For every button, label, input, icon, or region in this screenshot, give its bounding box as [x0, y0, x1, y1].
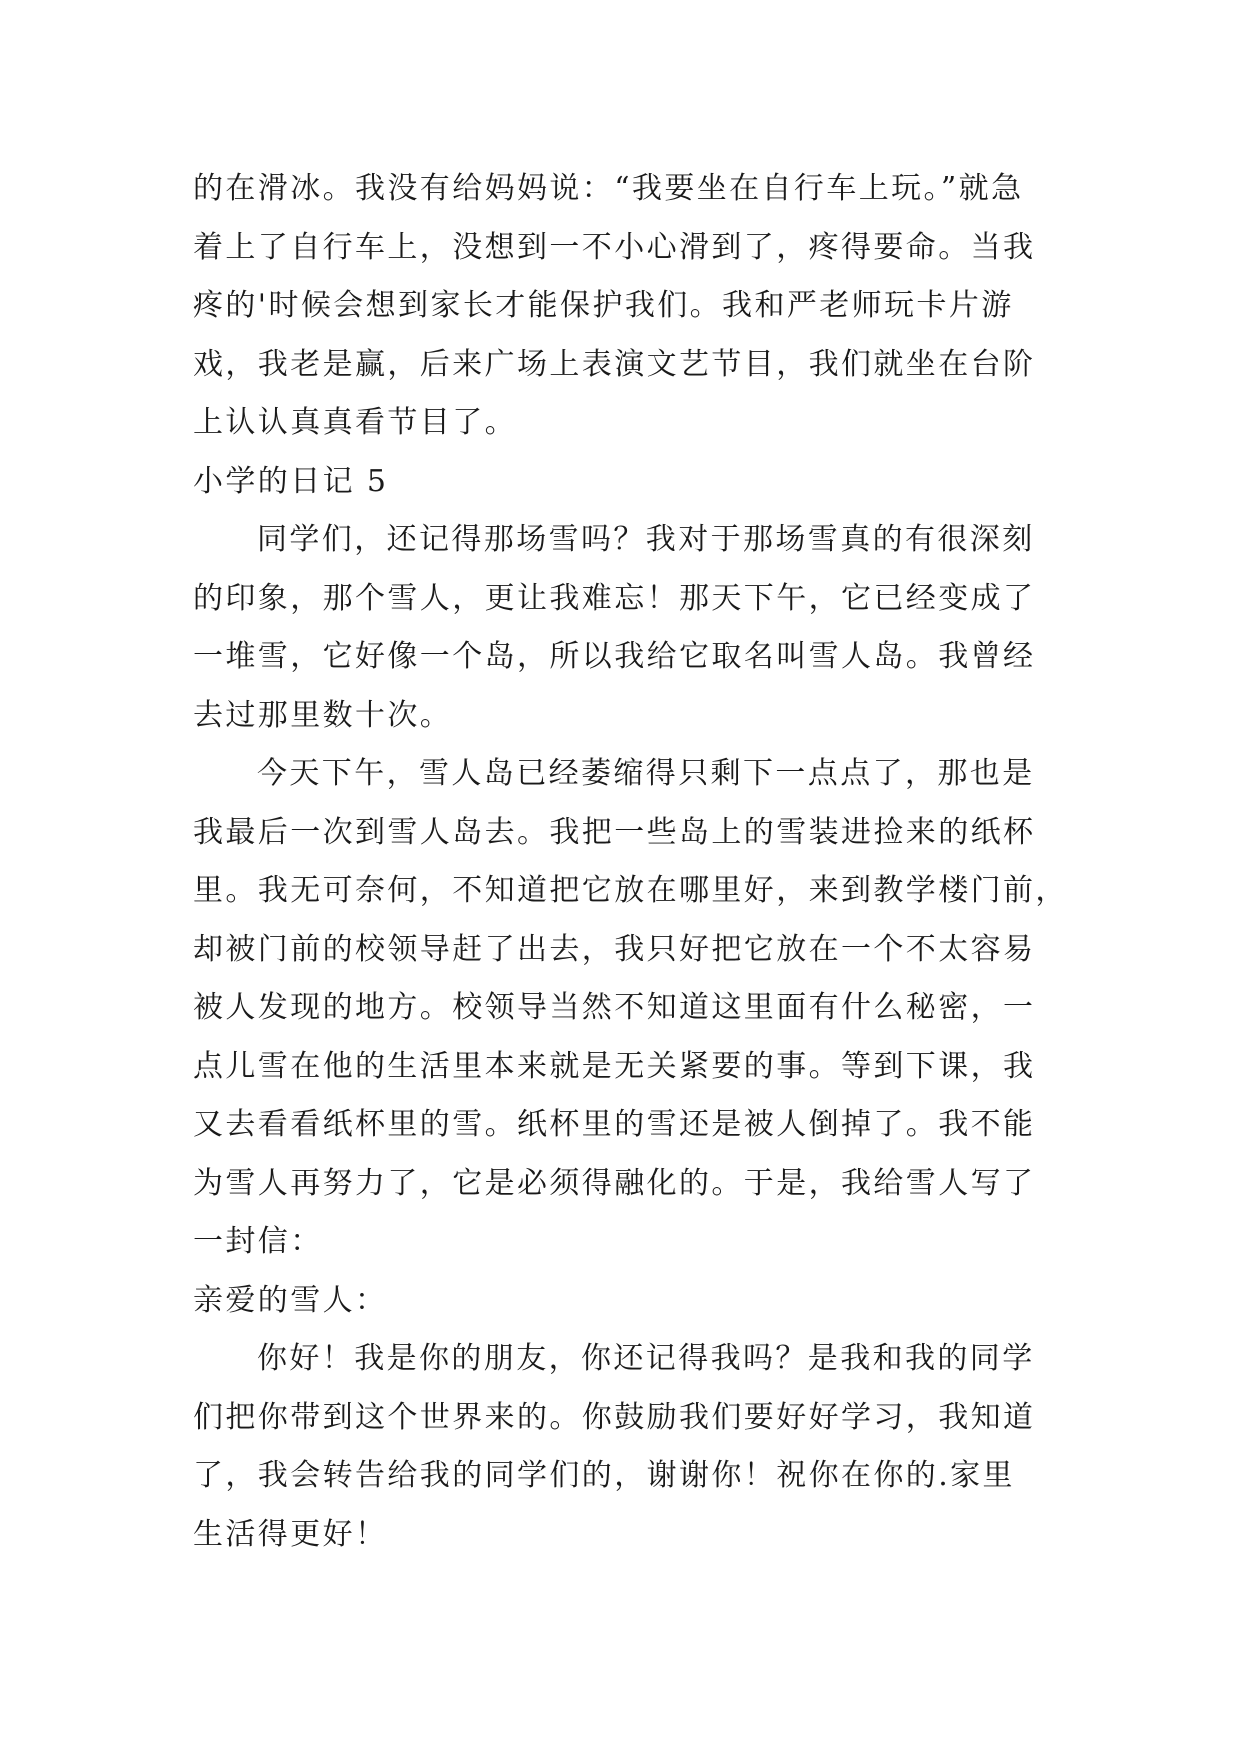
letter-salutation: 亲爱的雪人： — [193, 1282, 388, 1318]
text-line: 上认认真真看节目了。 — [193, 405, 517, 440]
paragraph-first-line: 你好！我是你的朋友，你还记得我吗？是我和我的同学 — [257, 1341, 1035, 1376]
text-line: 点儿雪在他的生活里本来就是无关紧要的事。等到下课，我 — [193, 1048, 1036, 1084]
text-line: 为雪人再努力了，它是必须得融化的。于是，我给雪人写了 — [193, 1165, 1036, 1201]
text-line: 里。我无可奈何，不知道把它放在哪里好，来到教学楼门前， — [193, 873, 1068, 908]
document-body — [193, 160, 1068, 1564]
text-line: 了，我会转告给我的同学们的，谢谢你！祝你在你的.家里 — [193, 1458, 1015, 1493]
text-line: 着上了自行车上，没想到一不小心滑到了，疼得要命。当我 — [193, 229, 1036, 265]
text-line: 的印象，那个雪人，更让我难忘！那天下午，它已经变成了 — [193, 580, 1036, 616]
text-line: 我最后一次到雪人岛去。我把一些岛上的雪装进捡来的纸杯 — [193, 814, 1036, 850]
text-line: 一封信： — [193, 1224, 323, 1259]
text-line: 生活得更好！ — [193, 1516, 388, 1552]
text-line: 的在滑冰。我没有给妈妈说：“我要坐在自行车上玩。”就急 — [193, 171, 1024, 206]
paragraph-first-line: 同学们，还记得那场雪吗？我对于那场雪真的有很深刻 — [257, 522, 1035, 557]
text-line: 们把你带到这个世界来的。你鼓励我们要好好学习，我知道 — [193, 1399, 1036, 1435]
section-heading: 小学的日记 5 — [193, 463, 389, 499]
text-line: 疼的'时候会想到家长才能保护我们。我和严老师玩卡片游 — [193, 288, 1014, 323]
text-line: 却被门前的校领导赶了出去，我只好把它放在一个不太容易 — [193, 931, 1036, 967]
text-line: 被人发现的地方。校领导当然不知道这里面有什么秘密，一 — [193, 990, 1036, 1025]
paragraph-first-line: 今天下午，雪人岛已经萎缩得只剩下一点点了，那也是 — [257, 756, 1035, 791]
text-line: 一堆雪，它好像一个岛，所以我给它取名叫雪人岛。我曾经 — [193, 639, 1036, 674]
text-line: 戏，我老是赢，后来广场上表演文艺节目，我们就坐在台阶 — [193, 346, 1036, 382]
text-line: 又去看看纸杯里的雪。纸杯里的雪还是被人倒掉了。我不能 — [193, 1107, 1036, 1142]
text-line: 去过那里数十次。 — [193, 697, 453, 733]
